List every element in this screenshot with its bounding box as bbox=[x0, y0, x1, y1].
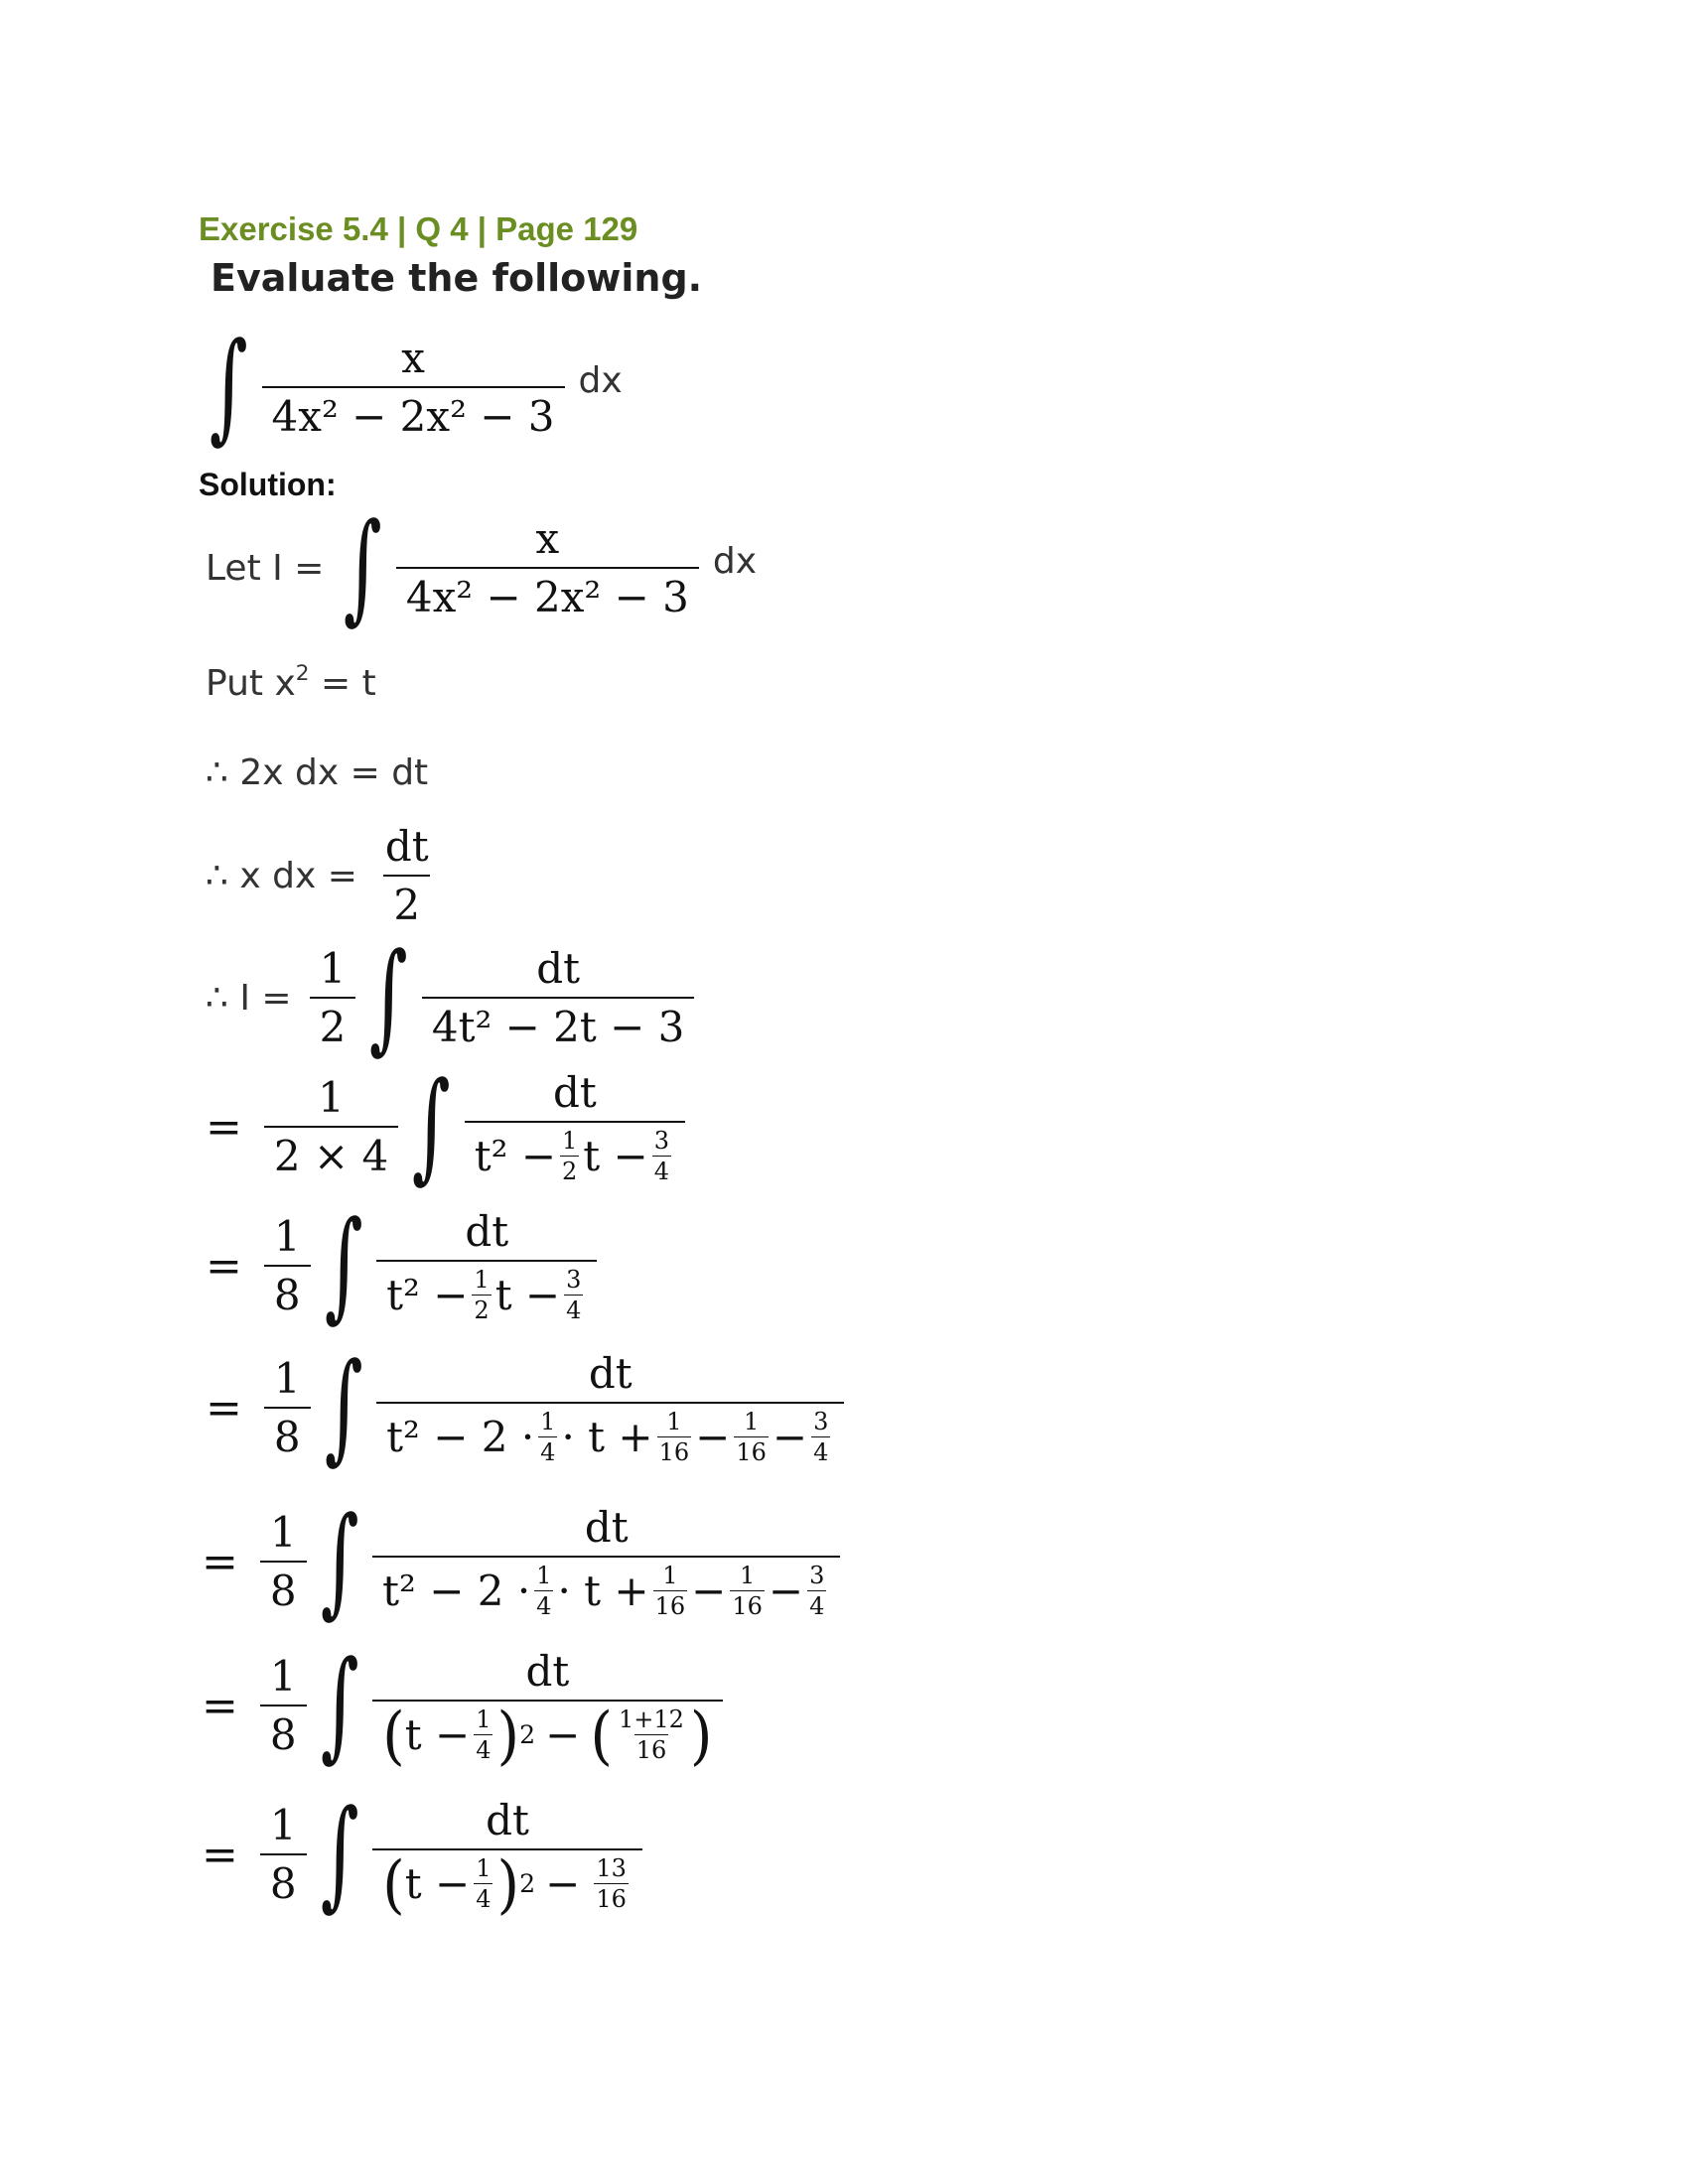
integral-sign: ∫ bbox=[344, 498, 383, 636]
open-paren: ( bbox=[590, 1698, 613, 1772]
fraction bbox=[376, 1207, 597, 1324]
numerator: 3 bbox=[566, 1266, 582, 1294]
equals-sign: = bbox=[202, 1536, 238, 1587]
normalized-step bbox=[206, 1057, 693, 1195]
denominator: 4 bbox=[653, 1158, 669, 1185]
integral-sign: ∫ bbox=[412, 1057, 451, 1195]
denominator: 4 bbox=[809, 1592, 825, 1620]
numerator: 1+12 bbox=[619, 1706, 684, 1733]
coefficient-fraction bbox=[260, 1801, 307, 1908]
put-rhs: = t bbox=[309, 663, 376, 704]
square-form-step bbox=[202, 1636, 731, 1774]
question-heading: Evaluate the following. bbox=[211, 256, 703, 300]
fraction bbox=[372, 1503, 840, 1620]
denominator: 16 bbox=[596, 1885, 627, 1913]
equals-sign: = bbox=[206, 1382, 242, 1433]
final-form-step bbox=[202, 1785, 650, 1923]
fraction bbox=[422, 944, 695, 1051]
denominator: 8 bbox=[260, 1561, 307, 1615]
denominator: ( t − $\frac{1}{4}$ ) 2 − ( $\frac{1+12}{16}$ ) bbox=[372, 1700, 722, 1764]
numerator: dt bbox=[465, 1207, 509, 1256]
numerator: 1 bbox=[269, 1508, 297, 1557]
numerator: 1 bbox=[476, 1706, 492, 1733]
dx-label: dx bbox=[712, 540, 758, 582]
therefore-i: ∴ I = bbox=[206, 977, 292, 1019]
fraction bbox=[262, 334, 565, 441]
numerator: 1 bbox=[536, 1562, 552, 1589]
term: t − bbox=[494, 1271, 561, 1319]
coefficient-fraction bbox=[264, 1212, 311, 1319]
numerator: 1 bbox=[739, 1562, 756, 1589]
equals-sign: = bbox=[206, 1101, 242, 1153]
fraction bbox=[372, 1647, 722, 1772]
fraction bbox=[372, 1796, 642, 1921]
term: · t + bbox=[557, 1567, 649, 1615]
equals-sign: = bbox=[202, 1680, 238, 1731]
numerator: 1 bbox=[318, 1073, 345, 1122]
term: − bbox=[772, 1413, 808, 1461]
denominator: 16 bbox=[635, 1736, 667, 1764]
close-paren: ) bbox=[496, 1846, 520, 1921]
denominator: 2 bbox=[383, 875, 430, 929]
integral-sign: ∫ bbox=[324, 1196, 363, 1334]
numerator: 1 bbox=[269, 1652, 297, 1701]
xdx-prefix: ∴ x dx = bbox=[206, 855, 357, 896]
numerator: 1 bbox=[319, 944, 347, 993]
denominator: 2 × 4 bbox=[264, 1126, 398, 1180]
numerator: 1 bbox=[273, 1354, 301, 1403]
denominator: 4x² − 2x² − 3 bbox=[262, 386, 565, 441]
numerator: 1 bbox=[273, 1212, 301, 1261]
term: − bbox=[695, 1413, 731, 1461]
numerator: dt bbox=[536, 944, 580, 993]
denominator: 4 bbox=[566, 1297, 582, 1324]
denominator: 4 bbox=[536, 1592, 552, 1620]
question-integral bbox=[204, 318, 623, 456]
open-paren: ( bbox=[382, 1846, 405, 1921]
numerator: 1 bbox=[562, 1127, 578, 1155]
simplified-step bbox=[206, 1196, 605, 1334]
denominator: 4x² − 2x² − 3 bbox=[396, 567, 699, 621]
numerator: dt bbox=[584, 1503, 629, 1552]
denominator: ( t − $\frac{1}{4}$ ) 2 − $\frac{13}{16}$ bbox=[372, 1848, 642, 1913]
fraction bbox=[375, 822, 439, 929]
denominator: 8 bbox=[260, 1705, 307, 1759]
fraction bbox=[376, 1349, 844, 1466]
denominator bbox=[376, 1402, 844, 1466]
fraction bbox=[465, 1068, 685, 1185]
numerator: 13 bbox=[596, 1854, 627, 1882]
denominator: 16 bbox=[658, 1438, 690, 1466]
close-paren: ) bbox=[496, 1698, 520, 1772]
denominator: 16 bbox=[736, 1438, 767, 1466]
fraction bbox=[396, 514, 699, 621]
close-paren: ) bbox=[689, 1698, 713, 1772]
integral-sign: ∫ bbox=[320, 1785, 359, 1923]
numerator: dt bbox=[486, 1796, 529, 1844]
denominator: 16 bbox=[654, 1592, 686, 1620]
denominator: 4 bbox=[476, 1885, 492, 1913]
numerator: 3 bbox=[809, 1562, 825, 1589]
term: − bbox=[545, 1710, 581, 1759]
denominator bbox=[376, 1260, 597, 1324]
integral-sign: ∫ bbox=[324, 1338, 363, 1476]
substitution-step bbox=[206, 660, 376, 704]
term: t² − bbox=[474, 1132, 557, 1180]
xdx-step bbox=[206, 822, 447, 929]
numerator: 3 bbox=[653, 1127, 669, 1155]
term: t − bbox=[404, 1710, 471, 1759]
coefficient-fraction bbox=[264, 1073, 398, 1180]
integral-sign: ∫ bbox=[369, 928, 408, 1066]
term: · t + bbox=[561, 1413, 653, 1461]
term: − bbox=[691, 1567, 727, 1615]
numerator: 1 bbox=[476, 1854, 492, 1882]
open-paren: ( bbox=[382, 1698, 405, 1772]
denominator: 16 bbox=[732, 1592, 763, 1620]
solution-label: Solution: bbox=[199, 467, 337, 502]
put-exponent: 2 bbox=[295, 660, 310, 686]
term: t² − 2 · bbox=[382, 1567, 531, 1615]
integral-sign: ∫ bbox=[209, 318, 248, 456]
numerator: 1 bbox=[474, 1266, 490, 1294]
integral-sign: ∫ bbox=[320, 1636, 359, 1774]
complete-square-step-2 bbox=[202, 1492, 848, 1630]
term: − bbox=[768, 1567, 804, 1615]
term: t − bbox=[404, 1859, 471, 1908]
numerator: dt bbox=[525, 1647, 570, 1696]
denominator: 4 bbox=[540, 1438, 556, 1466]
numerator: dt bbox=[552, 1068, 597, 1117]
denominator: 2 bbox=[310, 997, 356, 1051]
put-text: Put x bbox=[206, 663, 296, 704]
denominator: 2 bbox=[562, 1158, 578, 1185]
denominator bbox=[372, 1556, 840, 1620]
let-step bbox=[206, 498, 758, 636]
coefficient-fraction bbox=[310, 944, 356, 1051]
denominator: 4t² − 2t − 3 bbox=[422, 997, 695, 1051]
term: t − bbox=[583, 1132, 648, 1180]
denominator bbox=[465, 1121, 685, 1185]
denominator: 8 bbox=[260, 1853, 307, 1908]
term: t² − bbox=[386, 1271, 469, 1319]
denominator: 8 bbox=[264, 1265, 311, 1319]
let-prefix: Let I = bbox=[206, 547, 325, 589]
numerator: 3 bbox=[813, 1408, 829, 1435]
numerator: dt bbox=[384, 822, 429, 871]
numerator: dt bbox=[588, 1349, 633, 1398]
coefficient-fraction bbox=[260, 1508, 307, 1615]
coefficient-fraction bbox=[260, 1652, 307, 1759]
integral-sign: ∫ bbox=[320, 1492, 359, 1630]
numerator: 1 bbox=[662, 1562, 678, 1589]
numerator: 1 bbox=[269, 1801, 297, 1849]
term: − bbox=[545, 1859, 581, 1908]
denominator: 8 bbox=[264, 1407, 311, 1461]
coefficient-fraction bbox=[264, 1354, 311, 1461]
integral-t-step bbox=[206, 928, 702, 1066]
numerator: x bbox=[401, 334, 425, 382]
exercise-header: Exercise 5.4 | Q 4 | Page 129 bbox=[199, 210, 638, 247]
numerator: x bbox=[535, 514, 560, 563]
denominator: 4 bbox=[813, 1438, 829, 1466]
numerator: 1 bbox=[666, 1408, 682, 1435]
term: t² − 2 · bbox=[386, 1413, 535, 1461]
dx-label: dx bbox=[578, 359, 623, 401]
numerator: 1 bbox=[540, 1408, 556, 1435]
equals-sign: = bbox=[202, 1829, 238, 1880]
equals-sign: = bbox=[206, 1240, 242, 1292]
denominator: 4 bbox=[476, 1736, 492, 1764]
complete-square-step-1 bbox=[206, 1338, 852, 1476]
denominator: 2 bbox=[474, 1297, 490, 1324]
differential-step: ∴ 2x dx = dt bbox=[206, 752, 429, 793]
numerator: 1 bbox=[743, 1408, 760, 1435]
